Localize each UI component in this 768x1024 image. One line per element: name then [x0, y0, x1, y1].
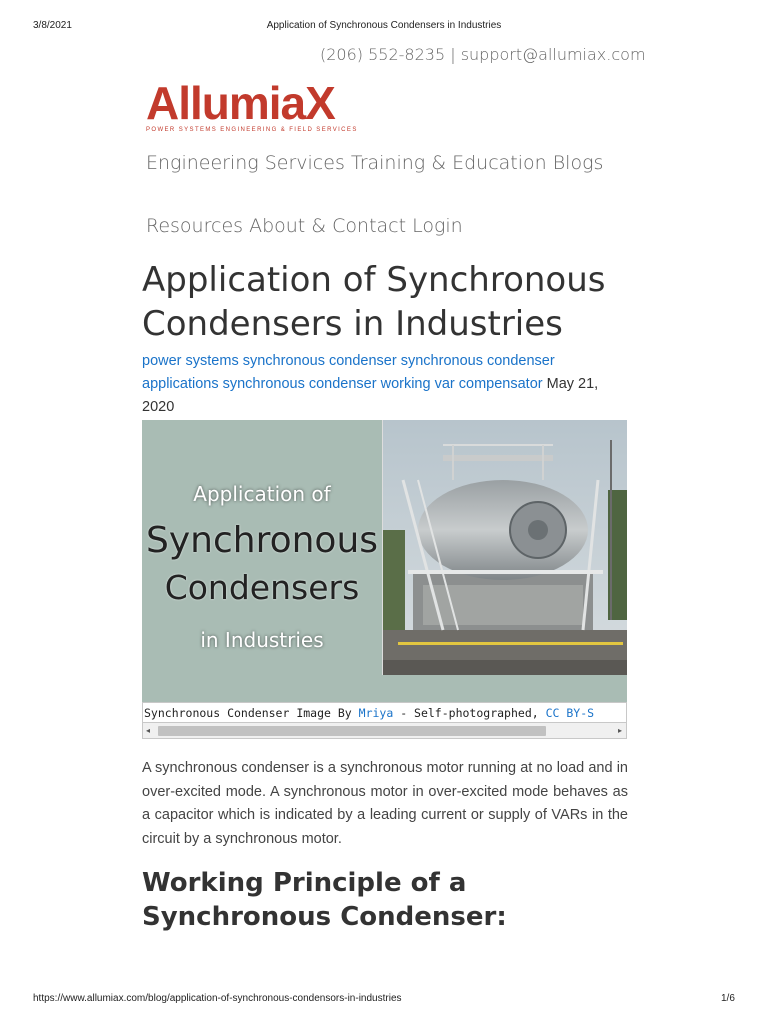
logo-tagline: POWER SYSTEMS ENGINEERING & FIELD SERVICES: [146, 127, 358, 133]
caption-scrollbar[interactable]: [142, 722, 627, 739]
hero-line-1: Application of: [193, 482, 331, 506]
scroll-thumb[interactable]: [158, 726, 546, 736]
print-page-number: 1/6: [721, 993, 735, 1004]
tag-link[interactable]: synchronous condenser applications: [142, 353, 555, 392]
intro-paragraph: A synchronous condenser is a synchronous motor running at no load and in over-excited mode. A synchronous motor in over-excited mode behaves as a capacitor which is indicated by a leading current or supply of VARs in the circuit by a synchronous motor.: [142, 760, 628, 847]
scroll-left-arrow-icon[interactable]: ◂: [146, 726, 151, 735]
caption-author-link[interactable]: Mriya: [358, 706, 394, 720]
hero-line-3: Condensers: [164, 568, 360, 607]
allumiax-logo[interactable]: [146, 77, 382, 136]
publish-date: May 21, 2020: [142, 376, 599, 415]
print-date: 3/8/2021: [33, 20, 72, 31]
caption-middle: - Self-photographed,: [393, 706, 546, 720]
tag-link[interactable]: power systems: [142, 353, 239, 369]
tag-link[interactable]: synchronous condenser working: [222, 376, 431, 392]
nav-primary[interactable]: Engineering Services Training & Education Blogs: [146, 152, 604, 174]
contact-info[interactable]: (206) 552-8235 | support@allumiax.com: [320, 45, 646, 64]
condenser-photo: [382, 420, 627, 675]
print-title: Application of Synchronous Condensers in Industries: [266, 20, 502, 31]
image-caption: [142, 702, 627, 722]
scroll-right-arrow-icon[interactable]: ▸: [617, 726, 622, 735]
article-meta: [142, 350, 632, 419]
section-heading: Working Principle of a Synchronous Condenser:: [142, 868, 507, 932]
nav-secondary[interactable]: Resources About & Contact Login: [146, 215, 463, 237]
condenser-illustration: [383, 420, 627, 675]
caption-license-link[interactable]: CC BY-S: [545, 706, 595, 720]
article-title: Application of Synchronous Condensers in Industries: [142, 260, 606, 344]
logo-wordmark: AllumiaX: [146, 77, 335, 129]
tag-link[interactable]: synchronous condenser: [242, 353, 397, 369]
print-url: https://www.allumiax.com/blog/application-of-synchronous-condensors-in-industries: [33, 993, 402, 1004]
hero-line-2: Synchronous: [145, 520, 379, 561]
caption-prefix: Synchronous Condenser Image By: [144, 706, 359, 720]
hero-image: [142, 420, 627, 702]
hero-line-4: in Industries: [200, 628, 324, 652]
tag-link[interactable]: var compensator: [434, 376, 543, 392]
